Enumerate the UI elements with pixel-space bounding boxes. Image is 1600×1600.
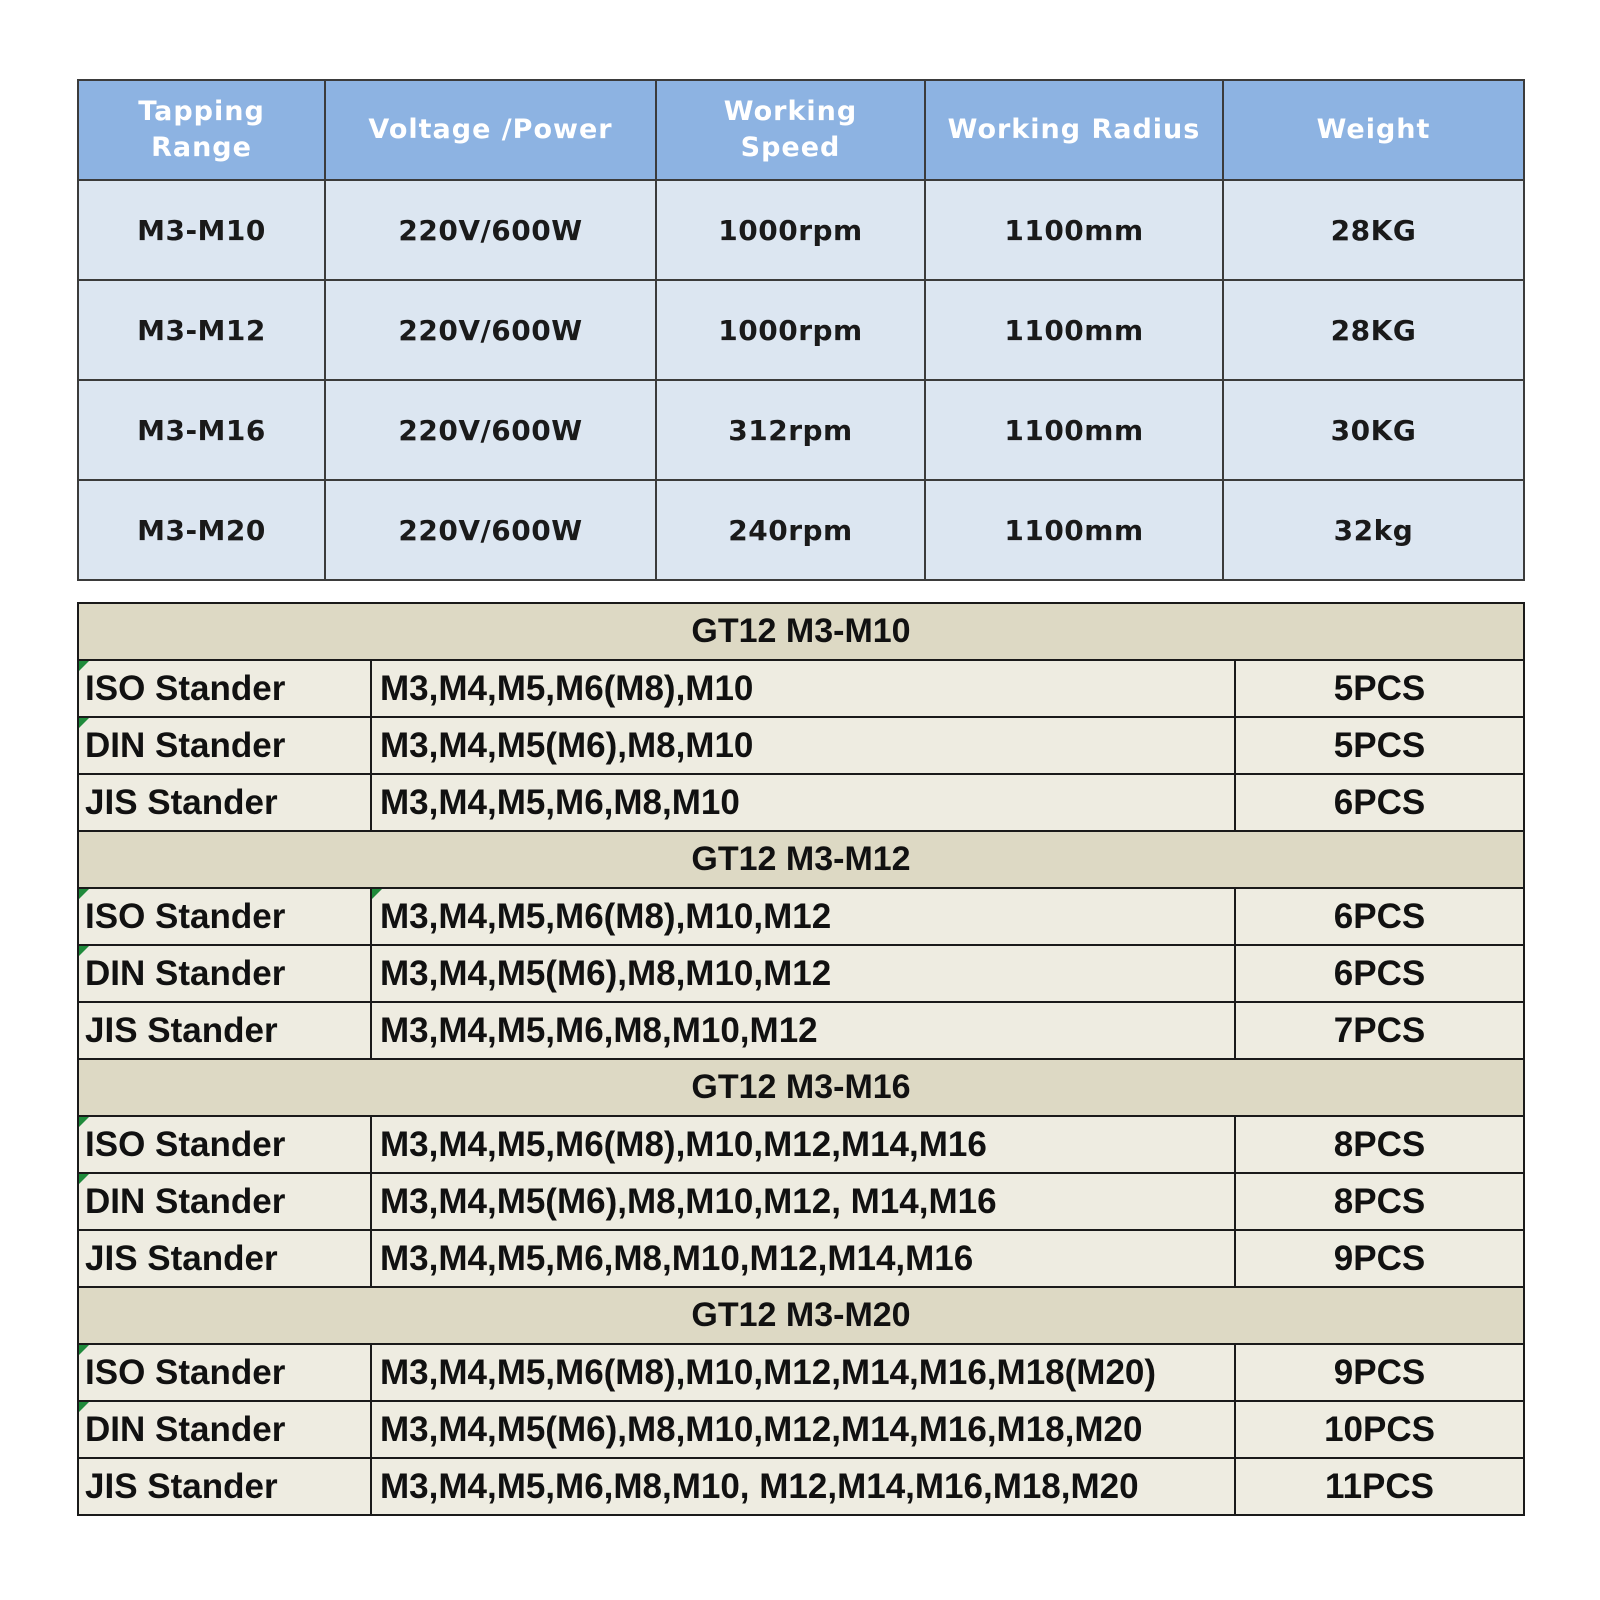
qty-cell: 6PCS bbox=[1235, 774, 1524, 831]
standard-label: ISO Stander bbox=[85, 1352, 286, 1392]
group-title: GT12 M3-M12 bbox=[78, 831, 1524, 888]
sizes-cell bbox=[371, 888, 1235, 945]
sizes-label: M3,M4,M5,M6(M8),M10,M12 bbox=[380, 896, 832, 936]
working-radius-cell: 1100mm bbox=[925, 380, 1223, 480]
group-header-row bbox=[78, 1059, 1524, 1116]
working-radius-cell: 1100mm bbox=[925, 180, 1223, 280]
tap-row bbox=[78, 1401, 1524, 1458]
standard-label: ISO Stander bbox=[85, 896, 286, 936]
header-working-speed bbox=[656, 80, 925, 180]
standard-label: JIS Stander bbox=[85, 1466, 278, 1506]
tapping-range-cell: M3-M10 bbox=[78, 180, 325, 280]
group-header-row bbox=[78, 831, 1524, 888]
group-title: GT12 M3-M16 bbox=[78, 1059, 1524, 1116]
sizes-cell: M3,M4,M5,M6(M8),M10,M12,M14,M16 bbox=[371, 1116, 1235, 1173]
standard-cell bbox=[78, 660, 371, 717]
spec-row bbox=[78, 380, 1524, 480]
weight-cell: 32kg bbox=[1223, 480, 1524, 580]
tap-row bbox=[78, 945, 1524, 1002]
header-working-radius bbox=[925, 80, 1223, 180]
qty-cell: 8PCS bbox=[1235, 1173, 1524, 1230]
standard-label: DIN Stander bbox=[85, 725, 286, 765]
voltage-power-cell: 220V/600W bbox=[325, 480, 656, 580]
qty-cell: 5PCS bbox=[1235, 717, 1524, 774]
qty-cell: 11PCS bbox=[1235, 1458, 1524, 1515]
comment-flag-icon bbox=[79, 1117, 89, 1127]
weight-cell: 28KG bbox=[1223, 180, 1524, 280]
header-line: Voltage /Power bbox=[368, 114, 613, 145]
group-title: GT12 M3-M10 bbox=[78, 603, 1524, 660]
standard-cell bbox=[78, 1230, 371, 1287]
standard-label: DIN Stander bbox=[85, 1409, 286, 1449]
header-tapping-range bbox=[78, 80, 325, 180]
standard-label: ISO Stander bbox=[85, 668, 286, 708]
standard-cell bbox=[78, 717, 371, 774]
standard-cell bbox=[78, 1116, 371, 1173]
working-speed-cell: 312rpm bbox=[656, 380, 925, 480]
comment-flag-icon bbox=[79, 946, 89, 956]
qty-cell: 5PCS bbox=[1235, 660, 1524, 717]
sizes-cell: M3,M4,M5,M6(M8),M10,M12,M14,M16,M18(M20) bbox=[371, 1344, 1235, 1401]
standard-label: JIS Stander bbox=[85, 1238, 278, 1278]
header-weight bbox=[1223, 80, 1524, 180]
sizes-cell: M3,M4,M5,M6,M8,M10 bbox=[371, 774, 1235, 831]
standard-label: JIS Stander bbox=[85, 1010, 278, 1050]
standard-label: DIN Stander bbox=[85, 1181, 286, 1221]
sizes-cell: M3,M4,M5,M6,M8,M10,M12 bbox=[371, 1002, 1235, 1059]
standard-cell bbox=[78, 945, 371, 1002]
standard-label: DIN Stander bbox=[85, 953, 286, 993]
tapping-range-cell: M3-M20 bbox=[78, 480, 325, 580]
tap-row bbox=[78, 1344, 1524, 1401]
header-line: Working Radius bbox=[947, 114, 1201, 145]
qty-cell: 9PCS bbox=[1235, 1230, 1524, 1287]
comment-flag-icon bbox=[79, 1402, 89, 1412]
header-line: Range bbox=[151, 132, 252, 163]
tap-row bbox=[78, 774, 1524, 831]
working-speed-cell: 240rpm bbox=[656, 480, 925, 580]
qty-cell: 10PCS bbox=[1235, 1401, 1524, 1458]
sizes-cell: M3,M4,M5,M6,M8,M10, M12,M14,M16,M18,M20 bbox=[371, 1458, 1235, 1515]
qty-cell: 9PCS bbox=[1235, 1344, 1524, 1401]
tap-row bbox=[78, 888, 1524, 945]
standard-cell bbox=[78, 1344, 371, 1401]
working-speed-cell: 1000rpm bbox=[656, 280, 925, 380]
voltage-power-cell: 220V/600W bbox=[325, 280, 656, 380]
tap-row bbox=[78, 717, 1524, 774]
header-line: Working bbox=[723, 96, 858, 127]
tap-row bbox=[78, 660, 1524, 717]
group-header-row bbox=[78, 603, 1524, 660]
standard-cell bbox=[78, 1401, 371, 1458]
sizes-cell: M3,M4,M5,M6,M8,M10,M12,M14,M16 bbox=[371, 1230, 1235, 1287]
header-line: Speed bbox=[740, 132, 841, 163]
standard-label: JIS Stander bbox=[85, 782, 278, 822]
spec-table bbox=[77, 79, 1525, 581]
qty-cell: 7PCS bbox=[1235, 1002, 1524, 1059]
sizes-cell: M3,M4,M5(M6),M8,M10,M12, M14,M16 bbox=[371, 1173, 1235, 1230]
comment-flag-icon bbox=[372, 889, 382, 899]
weight-cell: 30KG bbox=[1223, 380, 1524, 480]
comment-flag-icon bbox=[79, 889, 89, 899]
standard-cell bbox=[78, 774, 371, 831]
tap-row bbox=[78, 1230, 1524, 1287]
sizes-cell: M3,M4,M5(M6),M8,M10 bbox=[371, 717, 1235, 774]
working-speed-cell: 1000rpm bbox=[656, 180, 925, 280]
spec-row bbox=[78, 480, 1524, 580]
comment-flag-icon bbox=[79, 1174, 89, 1184]
header-line: Tapping bbox=[138, 96, 265, 127]
qty-cell: 6PCS bbox=[1235, 888, 1524, 945]
qty-cell: 8PCS bbox=[1235, 1116, 1524, 1173]
standard-cell bbox=[78, 1458, 371, 1515]
comment-flag-icon bbox=[79, 1345, 89, 1355]
spec-row bbox=[78, 280, 1524, 380]
tapping-range-cell: M3-M16 bbox=[78, 380, 325, 480]
spec-header-row bbox=[78, 80, 1524, 180]
tap-row bbox=[78, 1002, 1524, 1059]
comment-flag-icon bbox=[79, 718, 89, 728]
sizes-cell: M3,M4,M5(M6),M8,M10,M12 bbox=[371, 945, 1235, 1002]
qty-cell: 6PCS bbox=[1235, 945, 1524, 1002]
standard-cell bbox=[78, 1002, 371, 1059]
tap-row bbox=[78, 1116, 1524, 1173]
standard-label: ISO Stander bbox=[85, 1124, 286, 1164]
comment-flag-icon bbox=[79, 661, 89, 671]
tap-row bbox=[78, 1173, 1524, 1230]
tap-row bbox=[78, 1458, 1524, 1515]
header-line: Weight bbox=[1316, 114, 1431, 145]
group-title: GT12 M3-M20 bbox=[78, 1287, 1524, 1344]
spec-row bbox=[78, 180, 1524, 280]
tapping-range-cell: M3-M12 bbox=[78, 280, 325, 380]
standard-cell bbox=[78, 1173, 371, 1230]
header-voltage-power bbox=[325, 80, 656, 180]
standard-cell bbox=[78, 888, 371, 945]
sizes-cell: M3,M4,M5(M6),M8,M10,M12,M14,M16,M18,M20 bbox=[371, 1401, 1235, 1458]
voltage-power-cell: 220V/600W bbox=[325, 380, 656, 480]
group-header-row bbox=[78, 1287, 1524, 1344]
weight-cell: 28KG bbox=[1223, 280, 1524, 380]
working-radius-cell: 1100mm bbox=[925, 280, 1223, 380]
voltage-power-cell: 220V/600W bbox=[325, 180, 656, 280]
tap-set-table bbox=[77, 602, 1525, 1516]
sizes-cell: M3,M4,M5,M6(M8),M10 bbox=[371, 660, 1235, 717]
working-radius-cell: 1100mm bbox=[925, 480, 1223, 580]
